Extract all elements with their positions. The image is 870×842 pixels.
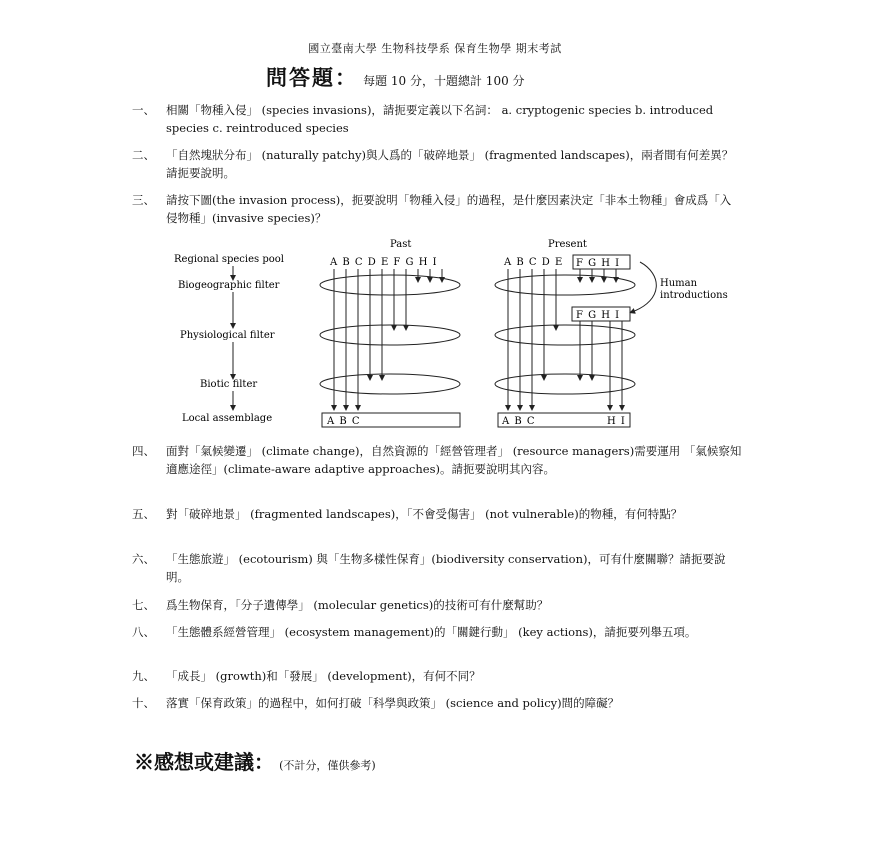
question-10 — [132, 694, 742, 712]
question-text: 面對「氣候變遷」 (climate change)，自然資源的「經營管理者」 (resource managers)需要運用 「氣候察知適應途徑」(climate-aware adaptive approaches)。請扼要說明其內容。 — [166, 444, 742, 476]
invasion-process-figure — [170, 236, 760, 431]
question-number: 九、 — [132, 669, 155, 683]
question-number: 六、 — [132, 552, 155, 566]
question-number: 五、 — [132, 507, 155, 521]
question-text: 相關「物種入侵」 (species invasions)，請扼要定義以下名詞： a. cryptogenic species b. introduced species c. reintroduced species — [166, 103, 714, 135]
question-3 — [132, 191, 742, 227]
present-native-species: A B C D E — [504, 257, 564, 268]
present-biogeographic-filter — [495, 275, 635, 295]
present-biotic-filter — [495, 374, 635, 394]
section-title-sub: 每題 10 分，十題總計 100 分 — [363, 74, 525, 88]
present-local-assemblage-right: H I — [607, 416, 626, 427]
question-2 — [132, 146, 742, 182]
past-species-arrows — [334, 269, 442, 408]
question-8 — [132, 623, 742, 641]
present-local-assemblage-left: A B C — [502, 416, 536, 427]
human-label-line1: Human — [660, 278, 698, 289]
question-7 — [132, 596, 742, 614]
section-title-main: 問答題： — [266, 65, 358, 90]
question-number: 二、 — [132, 148, 155, 162]
question-6 — [132, 550, 742, 586]
present-introduced-species: F G H I — [576, 258, 621, 269]
remark-section — [134, 746, 376, 775]
present-physiological-filter — [495, 325, 635, 345]
label-physiological-filter: Physiological filter — [180, 330, 275, 341]
panel-present-title: Present — [548, 239, 587, 250]
present-species-arrows — [508, 269, 622, 408]
question-text: 「生態旅遊」 (ecotourism) 與「生物多樣性保育」(biodiversity conservation)，可有什麼關聯？請扼要說明。 — [166, 552, 726, 584]
question-text: 對「破碎地景」 (fragmented landscapes)，「不會受傷害」 (not vulnerable)的物種，有何特點？ — [166, 507, 683, 521]
question-number: 十、 — [132, 696, 155, 710]
label-regional-pool: Regional species pool — [174, 254, 284, 265]
human-introduction-arrow — [632, 262, 656, 312]
question-1 — [132, 101, 742, 137]
question-number: 一、 — [132, 103, 155, 117]
question-text: 「自然塊狀分布」 (naturally patchy)與人爲的「破碎地景」 (fragmented landscapes)，兩者間有何差異？請扼要說明。 — [166, 148, 734, 180]
question-number: 七、 — [132, 598, 155, 612]
past-local-assemblage: A B C — [327, 416, 361, 427]
section-title — [266, 62, 525, 92]
label-biotic-filter: Biotic filter — [200, 379, 258, 390]
exam-header: 國立臺南大學 生物科技學系 保育生物學 期末考試 — [308, 42, 562, 55]
question-4 — [132, 442, 742, 478]
question-text: 「成長」 (growth)和「發展」 (development)，有何不同？ — [166, 669, 481, 683]
label-local-assemblage: Local assemblage — [182, 413, 273, 424]
question-text: 落實「保育政策」的過程中，如何打破「科學與政策」 (science and policy)間的障礙？ — [166, 696, 620, 710]
question-number: 四、 — [132, 444, 155, 458]
question-text: 爲生物保育，「分子遺傳學」 (molecular genetics)的技術可有什麼幫助？ — [166, 598, 549, 612]
remark-note: (不計分，僅供參考) — [279, 759, 376, 772]
human-label-line2: introductions — [660, 290, 728, 301]
past-biotic-filter — [320, 374, 460, 394]
remark-title: ※感想或建議： — [134, 750, 274, 774]
question-9 — [132, 667, 742, 685]
question-5 — [132, 505, 742, 523]
question-text: 「生態體系經營管理」 (ecosystem management)的「關鍵行動」 (key actions)，請扼要列舉五項。 — [166, 625, 697, 639]
question-text: 請按下圖(the invasion process)，扼要說明「物種入侵」的過程，是什麼因素決定「非本土物種」會成爲「入侵物種」(invasive species)？ — [166, 193, 732, 225]
past-biogeographic-filter — [320, 275, 460, 295]
question-number: 八、 — [132, 625, 155, 639]
question-number: 三、 — [132, 193, 155, 207]
present-reintroduced-species: F G H I — [576, 310, 621, 321]
label-biogeographic-filter: Biogeographic filter — [178, 280, 280, 291]
panel-past-species: A B C D E F G H I — [330, 257, 438, 268]
panel-past-title: Past — [390, 239, 412, 250]
past-physiological-filter — [320, 325, 460, 345]
